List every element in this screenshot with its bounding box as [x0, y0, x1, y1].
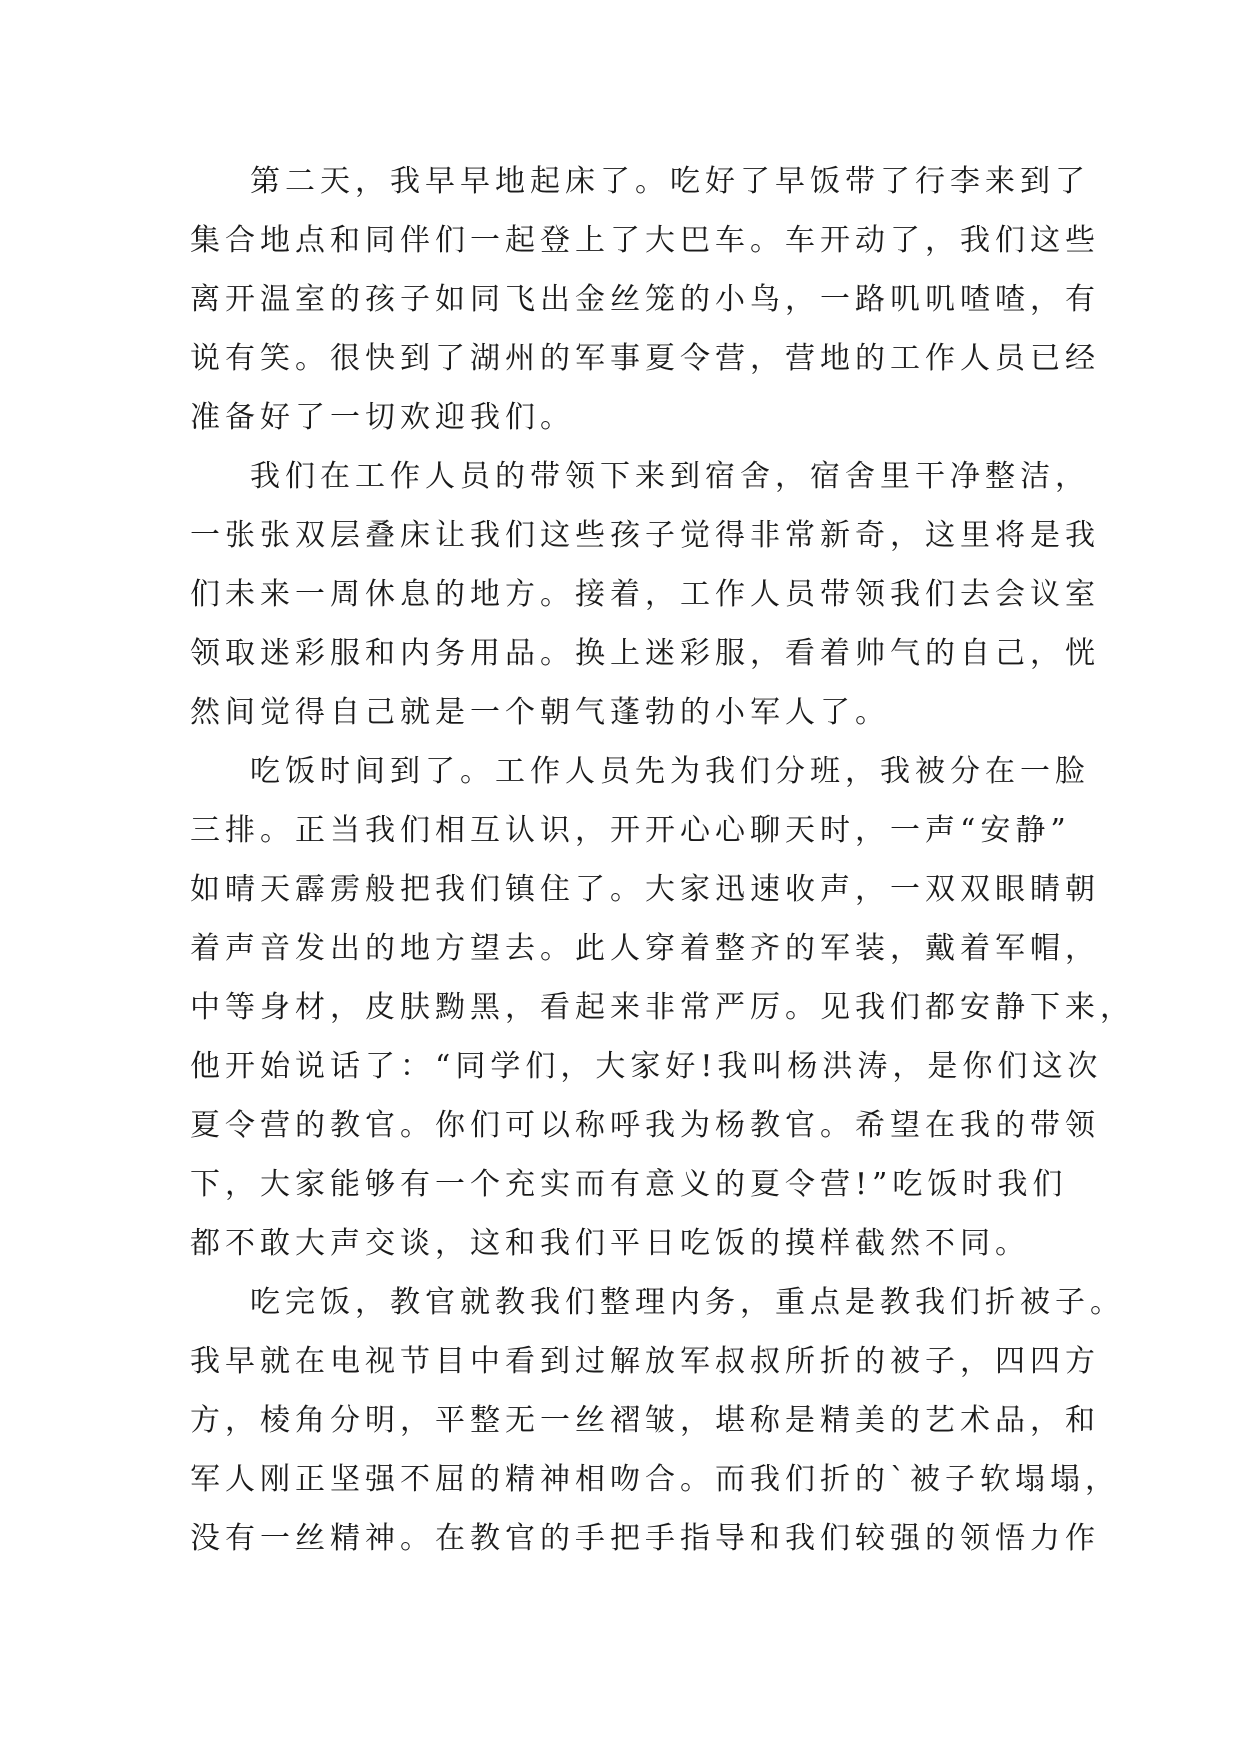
text-line: 们未来一周休息的地方。接着，工作人员带领我们去会议室	[190, 577, 1100, 612]
text-line: 中等身材，皮肤黝黑，看起来非常严厉。见我们都安静下来，	[190, 990, 1135, 1025]
paragraph-2	[190, 447, 1100, 742]
text-line: 第二天，我早早地起床了。吃好了早饭带了行李来到了	[250, 164, 1090, 199]
text-line: 他开始说话了：“同学们，大家好!我叫杨洪涛，是你们这次	[190, 1049, 1103, 1084]
text-line: 方，棱角分明，平整无一丝褶皱，堪称是精美的艺术品，和	[190, 1403, 1100, 1438]
text-line: 吃饭时间到了。工作人员先为我们分班，我被分在一脸	[250, 754, 1090, 789]
text-line: 没有一丝精神。在教官的手把手指导和我们较强的领悟力作	[190, 1521, 1100, 1556]
paragraph-3	[190, 742, 1135, 1273]
text-line: 我们在工作人员的带领下来到宿舍，宿舍里干净整洁，	[250, 459, 1090, 494]
text-line: 着声音发出的地方望去。此人穿着整齐的军装，戴着军帽，	[190, 931, 1100, 966]
text-line: 说有笑。很快到了湖州的军事夏令营，营地的工作人员已经	[190, 341, 1100, 376]
text-line: 我早就在电视节目中看到过解放军叔叔所折的被子，四四方	[190, 1344, 1100, 1379]
text-line: 准备好了一切欢迎我们。	[190, 400, 575, 435]
text-line: 军人刚正坚强不屈的精神相吻合。而我们折的`被子软塌塌，	[190, 1462, 1120, 1497]
text-line: 如晴天霹雳般把我们镇住了。大家迅速收声，一双双眼睛朝	[190, 872, 1100, 907]
text-line: 集合地点和同伴们一起登上了大巴车。车开动了，我们这些	[190, 223, 1100, 258]
text-line: 离开温室的孩子如同飞出金丝笼的小鸟，一路叽叽喳喳，有	[190, 282, 1100, 317]
text-line: 吃完饭，教官就教我们整理内务，重点是教我们折被子。	[250, 1285, 1125, 1320]
text-line: 然间觉得自己就是一个朝气蓬勃的小军人了。	[190, 695, 890, 730]
text-line: 一张张双层叠床让我们这些孩子觉得非常新奇，这里将是我	[190, 518, 1100, 553]
text-line: 三排。正当我们相互认识，开开心心聊天时，一声“安静”	[190, 813, 1071, 848]
text-line: 都不敢大声交谈，这和我们平日吃饭的摸样截然不同。	[190, 1226, 1030, 1261]
text-line: 夏令营的教官。你们可以称呼我为杨教官。希望在我的带领	[190, 1108, 1100, 1143]
text-line: 下，大家能够有一个充实而有意义的夏令营!”吃饭时我们	[190, 1167, 1068, 1202]
paragraph-1	[190, 152, 1100, 447]
paragraph-4	[190, 1273, 1125, 1568]
text-line: 领取迷彩服和内务用品。换上迷彩服，看着帅气的自己，恍	[190, 636, 1100, 671]
article-body	[190, 152, 1135, 1568]
